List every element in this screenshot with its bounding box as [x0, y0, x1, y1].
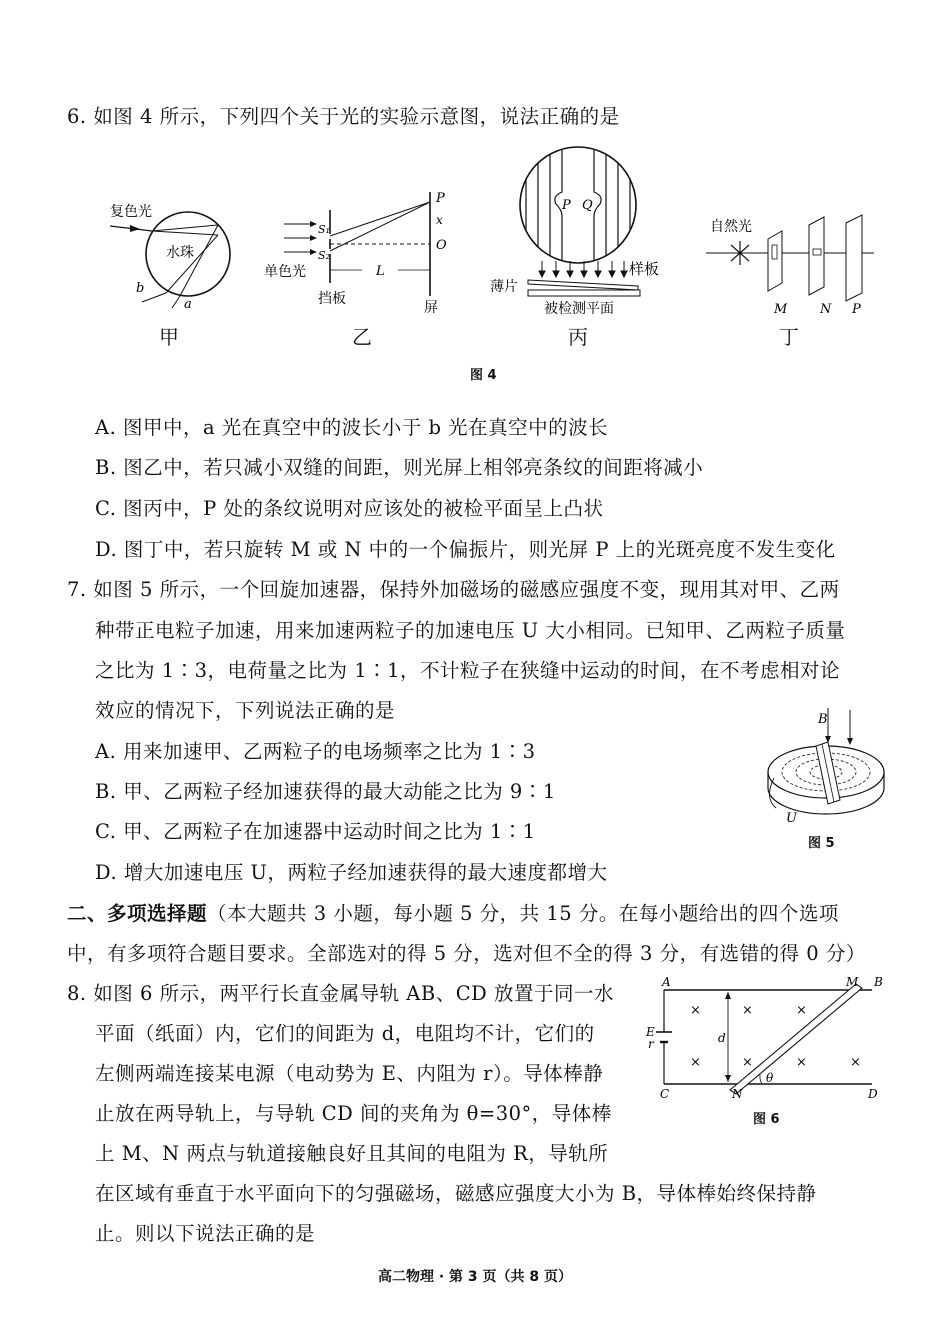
q8-stem-line6: 在区域有垂直于水平面向下的匀强磁场，磁感应强度大小为 B，导体棒始终保持静 [95, 1182, 817, 1205]
yi-label-P: P [436, 191, 445, 206]
fig6-label-E: E [646, 1025, 655, 1039]
figure-bing [488, 140, 678, 320]
fig5-label-B: B [818, 712, 828, 727]
fig6-label-d: d [718, 1031, 726, 1045]
fig5-label-U: U [786, 811, 797, 826]
yi-label-O: O [436, 238, 447, 253]
q7-option-b: B. 甲、乙两粒子经加速获得的最大动能之比为 9∶1 [95, 780, 556, 803]
q8-stem-line2: 平面（纸面）内，它们的间距为 d，电阻均不计，它们的 [95, 1022, 595, 1045]
figure-jia [100, 190, 240, 320]
bing-label-sample: 样板 [629, 260, 660, 278]
fig6-label-D: D [868, 1087, 878, 1100]
bing-label-P: P [562, 198, 571, 213]
jia-label-drop: 水珠 [166, 245, 194, 261]
jia-label-b: b [136, 281, 145, 296]
q6-option-a: A. 图甲中，a 光在真空中的波长小于 b 光在真空中的波长 [95, 416, 609, 439]
q6-option-b: B. 图乙中，若只减小双缝的间距，则光屏上相邻亮条纹的间距将减小 [95, 456, 704, 479]
q8-stem-line5: 上 M、N 两点与轨道接触良好且其间的电阻为 R，导轨所 [95, 1142, 609, 1165]
figure5-cyclotron [756, 706, 896, 828]
q7-option-d: D. 增大加速电压 U，两粒子经加速获得的最大速度都增大 [95, 861, 608, 884]
fig6-label-M: M [846, 975, 859, 989]
q6-option-c: C. 图丙中，P 处的条纹说明对应该处的被检平面呈上凸状 [95, 497, 604, 520]
field-cross: × [742, 1003, 753, 1018]
field-cross: × [796, 1003, 807, 1018]
yi-label-s1: S₁ [318, 223, 330, 236]
section2-rule: （本大题共 3 小题，每小题 5 分，共 15 分。在每小题给出的四个选项 [207, 902, 839, 925]
yi-label-x: x [436, 213, 443, 227]
field-cross: × [690, 1003, 701, 1018]
yi-label-s2: S₂ [318, 249, 330, 262]
fig6-label-B: B [874, 975, 883, 989]
ding-label-M: M [774, 302, 788, 317]
q7-option-c: C. 甲、乙两粒子在加速器中运动时间之比为 1∶1 [95, 820, 536, 843]
field-cross: × [690, 1055, 701, 1070]
q6-option-d: D. 图丁中，若只旋转 M 或 N 中的一个偏振片，则光屏 P 上的光斑亮度不发生变化 [95, 538, 836, 561]
yi-label-L: L [376, 264, 385, 279]
figure-ding [706, 205, 876, 320]
q7-stem-line4: 效应的情况下，下列说法正确的是 [95, 699, 396, 722]
section2-line2: 中，有多项符合题目要求。全部选对的得 5 分，选对但不全的得 3 分，有选错的得 0 分） [67, 942, 866, 965]
ding-label-light: 自然光 [710, 219, 752, 235]
yi-label-screen: 屏 [424, 300, 438, 316]
fig4-caption: 图 4 [470, 368, 497, 383]
jia-label-a: a [184, 297, 192, 312]
q6-stem: 6. 如图 4 所示，下列四个关于光的实验示意图，说法正确的是 [67, 105, 620, 128]
q8-stem-line4: 止放在两导轨上，与导轨 CD 间的夹角为 θ=30°，导体棒 [95, 1102, 612, 1125]
fig6-label-r: r [648, 1037, 654, 1051]
fig6-label-theta: θ [766, 1071, 774, 1085]
fig6-label-C: C [660, 1087, 670, 1100]
fig6-label-A: A [662, 975, 671, 989]
q8-stem-line7: 止。则以下说法正确的是 [95, 1222, 316, 1245]
q7-stem-line1: 7. 如图 5 所示，一个回旋加速器，保持外加磁场的磁感应强度不变，现用其对甲、乙两 [67, 578, 840, 601]
figure-yi [262, 188, 462, 318]
fig6-caption: 图 6 [753, 1112, 780, 1127]
jia-label-light: 复色光 [110, 204, 152, 220]
q7-stem-line2: 种带正电粒子加速，用来加速两粒子的加速电压 U 大小相同。已知甲、乙两粒子质量 [95, 619, 846, 642]
q7-option-a: A. 用来加速甲、乙两粒子的电场频率之比为 1∶3 [95, 740, 536, 763]
figure6-rails [640, 972, 890, 1100]
bing-label-plane: 被检测平面 [544, 301, 614, 317]
section2-line1 [67, 898, 839, 926]
q7-stem-line3: 之比为 1∶3，电荷量之比为 1∶1，不计粒子在狭缝中运动的时间，在不考虑相对论 [95, 659, 841, 682]
ding-sub-caption: 丁 [779, 325, 799, 349]
bing-label-Q: Q [582, 198, 593, 213]
fig5-caption: 图 5 [808, 836, 835, 851]
yi-label-baffle: 挡板 [318, 291, 346, 307]
ding-label-N: N [820, 302, 832, 317]
q8-stem-line3: 左侧两端连接某电源（电动势为 E、内阻为 r）。导体棒静 [95, 1062, 604, 1085]
field-cross: × [796, 1055, 807, 1070]
q8-stem-line1: 8. 如图 6 所示，两平行长直金属导轨 AB、CD 放置于同一水 [67, 982, 614, 1005]
fig6-label-N: N [732, 1087, 743, 1100]
section2-title: 二、多项选择题 [67, 902, 208, 925]
bing-label-sheet: 薄片 [490, 279, 518, 295]
ding-label-P: P [852, 302, 861, 317]
bing-sub-caption: 丙 [568, 325, 588, 349]
yi-sub-caption: 乙 [352, 325, 372, 349]
field-cross: × [850, 1055, 861, 1070]
yi-label-mono: 单色光 [264, 264, 306, 280]
field-cross: × [742, 1055, 753, 1070]
jia-sub-caption: 甲 [159, 325, 179, 349]
page-footer: 高二物理 · 第 3 页（共 8 页） [377, 1269, 573, 1285]
